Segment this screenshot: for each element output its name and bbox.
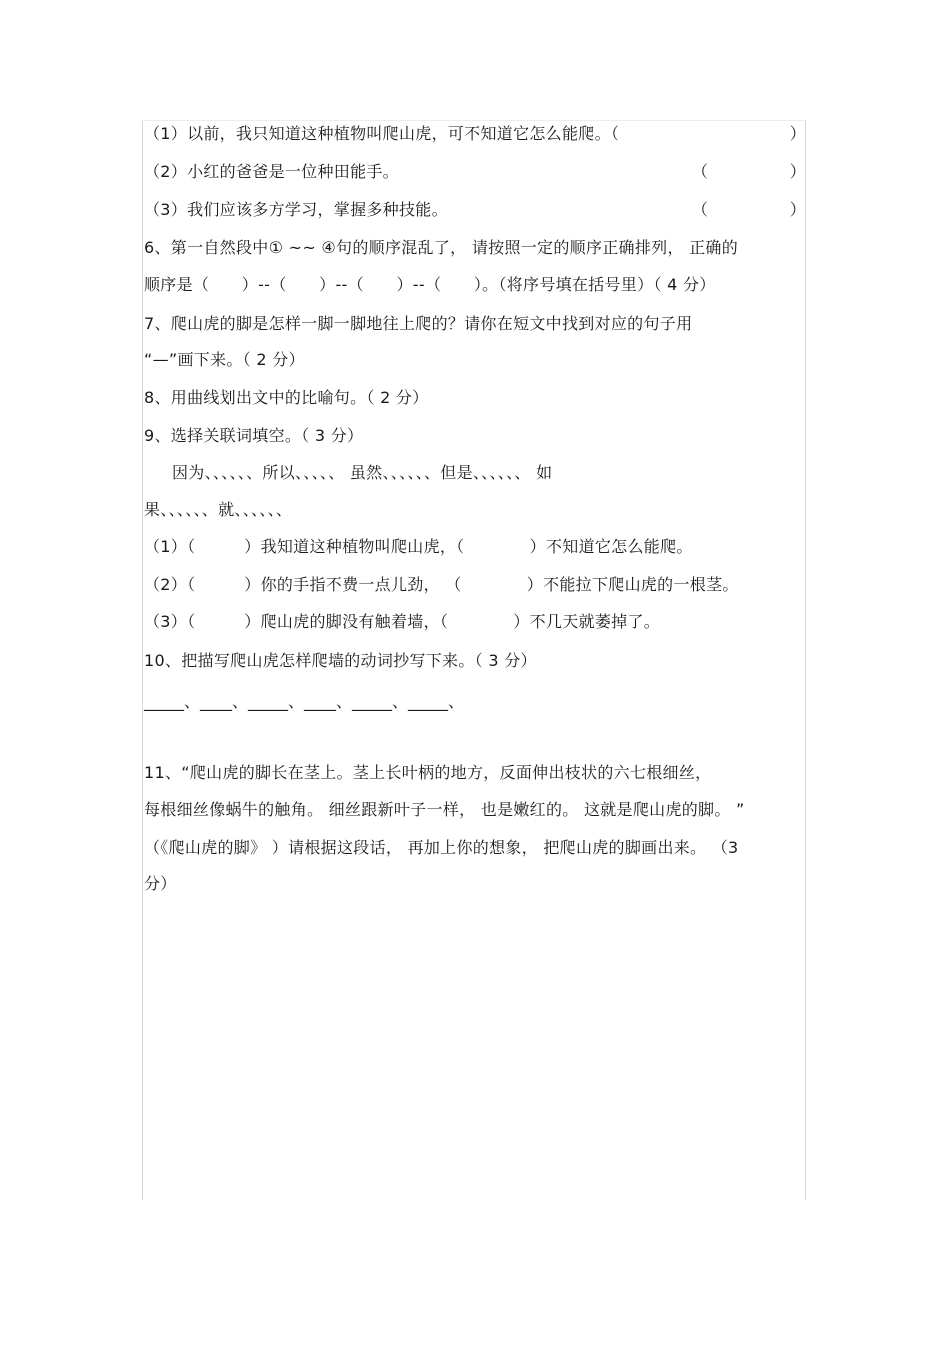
q7-line-1: 7、爬山虎的脚是怎样一脚一脚地往上爬的？请你在短文中找到对应的句子用 xyxy=(144,314,693,333)
q11-line-3: （《爬山虎的脚》 ）请根据这段话， 再加上你的想象， 把爬山虎的脚画出来。 （3 xyxy=(144,838,739,857)
q5-item-1-paren-end: ） xyxy=(789,124,806,143)
q5-item-2-paren: （ ） xyxy=(691,162,806,181)
q8-line-1: 8、用曲线划出文中的比喻句。（ 2 分） xyxy=(144,388,429,407)
q11-line-4: 分） xyxy=(144,874,177,893)
q10-title: 10、把描写爬山虎怎样爬墙的动词抄写下来。（ 3 分） xyxy=(144,651,537,670)
q5-item-3-paren: （ ） xyxy=(691,200,806,219)
q9-options-line-1: 因为、、、、、、所以、、、、、 虽然、、、、、、但是、、、、、、 如 xyxy=(172,463,553,482)
q5-item-1 xyxy=(144,122,806,146)
q6-line-1: 6、第一自然段中① ~~ ④句的顺序混乱了， 请按照一定的顺序正确排列， 正确的 xyxy=(144,238,739,257)
q11-line-1: 11、“爬山虎的脚长在茎上。茎上长叶柄的地方，反面伸出枝状的六七根细丝， xyxy=(144,763,712,782)
q5-item-3-text: （3）我们应该多方学习，掌握多种技能。 xyxy=(144,200,448,219)
q9-item-1: （1）（ ）我知道这种植物叫爬山虎，（ ）不知道它怎么能爬。 xyxy=(144,537,693,556)
q5-item-2 xyxy=(144,160,806,184)
q9-item-3: （3）（ ）爬山虎的脚没有触着墙，（ ）不几天就萎掉了。 xyxy=(144,612,661,631)
q9-item-2: （2）（ ）你的手指不费一点儿劲， （ ）不能拉下爬山虎的一根茎。 xyxy=(144,575,739,594)
q9-options-line-2: 果、、、、、、就、、、、、、 xyxy=(144,500,293,519)
q5-item-3 xyxy=(144,198,806,222)
q10-answer-blanks: _____、____、_____、____、_____、_____、 xyxy=(144,692,465,711)
q11-line-2: 每根细丝像蜗牛的触角。 细丝跟新叶子一样， 也是嫩红的。 这就是爬山虎的脚。 ” xyxy=(144,800,745,819)
q9-title: 9、选择关联词填空。（ 3 分） xyxy=(144,426,364,445)
q6-line-2: 顺序是（ ）--（ ）--（ ）--（ ）。（将序号填在括号里）（ 4 分） xyxy=(144,275,716,294)
q5-item-2-text: （2）小红的爸爸是一位种田能手。 xyxy=(144,162,399,181)
q7-line-2: “—”画下来。（ 2 分） xyxy=(144,350,305,369)
q5-item-1-text: （1）以前，我只知道这种植物叫爬山虎，可不知道它怎么能爬。（ xyxy=(144,124,620,143)
